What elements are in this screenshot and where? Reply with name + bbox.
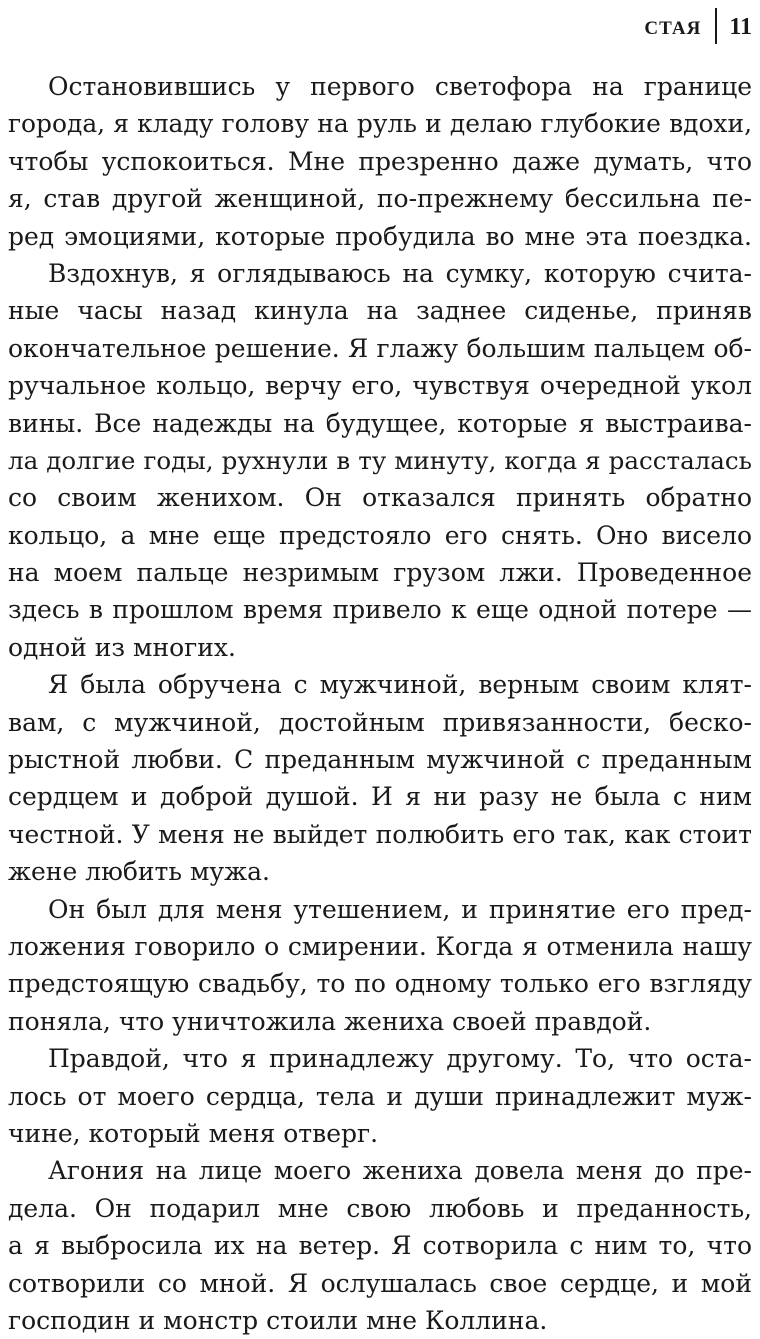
text-line: одной из многих. <box>8 632 236 662</box>
text-line: кольцо, а мне еще предстояло его снять. Оно висело <box>8 520 752 550</box>
text-line: дела. Он подарил мне свою любовь и преданность, <box>8 1193 752 1223</box>
text-line: ложения говорило о смирении. Когда я отменила нашу <box>8 931 752 961</box>
text-line: вины. Все надежды на будущее, которые я выстраива- <box>8 408 752 438</box>
text-line: честной. У меня не выйдет полюбить его так, как стоит <box>8 819 752 849</box>
text-line: а я выбросила их на ветер. Я сотворила с ним то, что <box>8 1231 752 1261</box>
text-line: окончательное решение. Я глажу большим пальцем об- <box>8 333 752 363</box>
body-text <box>8 68 752 1339</box>
paragraph <box>8 68 752 255</box>
paragraph <box>8 1152 752 1339</box>
text-line: сотворили со мной. Я ослушалась свое сердце, и мой <box>8 1268 752 1298</box>
running-header <box>644 6 752 46</box>
text-line: здесь в прошлом время привело к еще одной потере — <box>8 595 752 625</box>
text-line: предстоящую свадьбу, то по одному только его взгляду <box>8 969 752 999</box>
text-line: чине, который меня отверг. <box>8 1118 379 1148</box>
text-line: чтобы успокоиться. Мне презренно даже думать, что <box>8 146 752 176</box>
running-header-title: СТАЯ <box>644 18 702 39</box>
text-line: рыстной любви. С преданным мужчиной с преданным <box>8 745 752 775</box>
text-line: ред эмоциями, которые пробудила во мне эта поездка. <box>8 221 752 251</box>
text-line: Остановившись у первого светофора на границе <box>48 72 752 101</box>
text-line: Правдой, что я принадлежу другому. То, что оста- <box>48 1044 752 1074</box>
text-line: на моем пальце незримым грузом лжи. Проведенное <box>8 558 752 588</box>
text-line: Вздохнув, я оглядываюсь на сумку, которую счита- <box>48 258 752 288</box>
text-line: сердцем и доброй душой. И я ни разу не была с ним <box>8 782 752 812</box>
paragraph <box>8 1040 752 1152</box>
text-line: ла долгие годы, рухнули в ту минуту, когда я рассталась <box>8 445 752 475</box>
text-line: города, я кладу голову на руль и делаю глубокие вдохи, <box>8 109 752 139</box>
text-line: поняла, что уничтожила жениха своей правдой. <box>8 1006 652 1036</box>
text-line: жене любить мужа. <box>8 857 270 887</box>
text-line: ные часы назад кинула на заднее сиденье, приняв <box>8 296 752 326</box>
text-line: ручальное кольцо, верчу его, чувствуя очередной укол <box>8 371 752 401</box>
paragraph <box>8 666 752 890</box>
text-line: лось от моего сердца, тела и души принадлежит муж- <box>8 1081 752 1111</box>
text-line: я, став другой женщиной, по-прежнему бессильна пе- <box>8 184 752 214</box>
header-divider <box>715 8 717 44</box>
text-line: Он был для меня утешением, и принятие его пред- <box>48 894 752 924</box>
paragraph <box>8 255 752 666</box>
paragraph <box>8 891 752 1041</box>
text-line: Агония на лице моего жениха довела меня до пре- <box>48 1156 752 1186</box>
text-line: со своим женихом. Он отказался принять обратно <box>8 483 752 513</box>
text-line: вам, с мужчиной, достойным привязанности, беско- <box>8 707 752 737</box>
page-number: 11 <box>729 13 752 40</box>
text-line: Я была обручена с мужчиной, верным своим клят- <box>48 670 752 700</box>
text-line: господин и монстр стоили мне Коллина. <box>8 1305 548 1335</box>
